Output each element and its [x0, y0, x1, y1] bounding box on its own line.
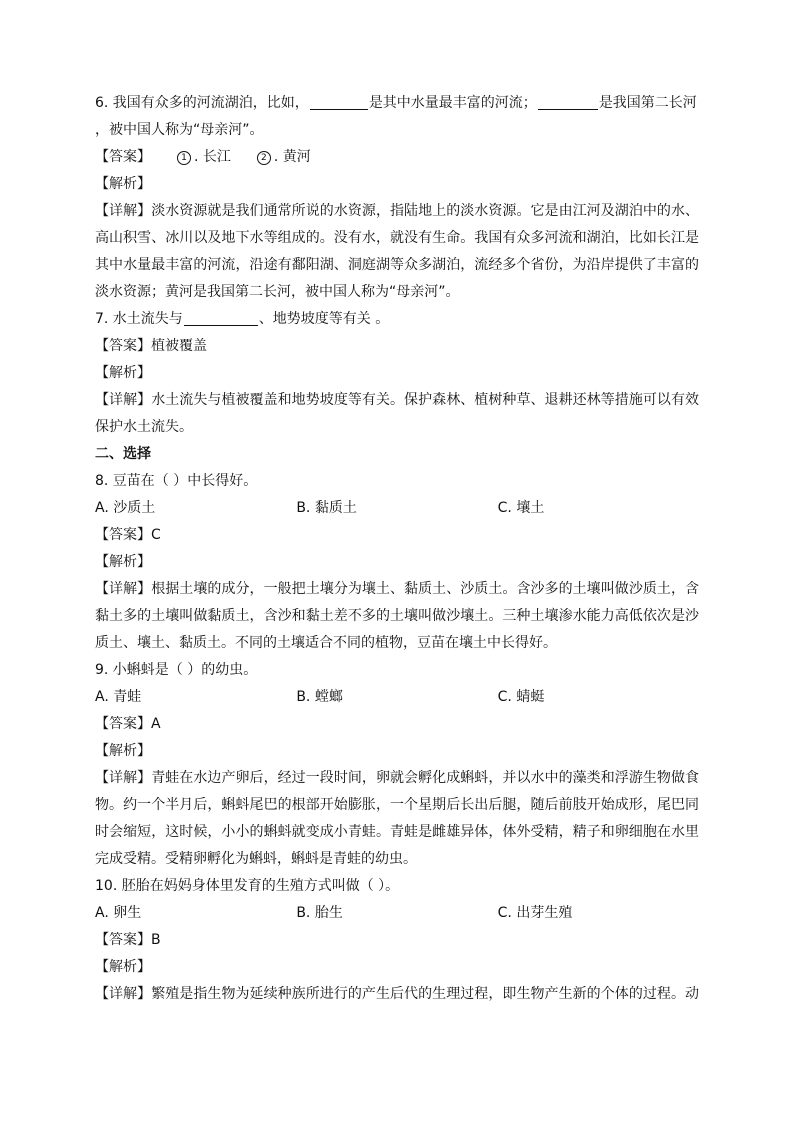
q9-analysis-tag: 【解析】: [95, 743, 151, 759]
detail-tag: 【详解】: [95, 770, 152, 786]
q8-analysis-tag: 【解析】: [95, 554, 151, 570]
q9-options: [95, 684, 699, 711]
q8-detail-line-3: 质土、壤土、黏质土。不同的土壤适合不同的植物，豆苗在壤土中长得好。: [95, 635, 557, 651]
q10-options: [95, 900, 699, 927]
q6-detail-line-1: [95, 198, 699, 225]
q6-detail-line-3: 其中水量最丰富的河流，沿途有鄱阳湖、洞庭湖等众多湖泊，流经多个省份，为沿岸提供了丰富的: [95, 257, 699, 273]
detail-tag: 【详解】: [95, 986, 152, 1002]
q6-answer: [95, 144, 699, 171]
q10-question: 10. 胚胎在妈妈身体里发育的生殖方式叫做（ ）。: [95, 878, 400, 894]
q8-answer-text: C: [151, 527, 161, 543]
q6-analysis-tag: 【解析】: [95, 176, 151, 192]
q8-option-c: C. 壤土: [497, 500, 545, 516]
q6-text-b: 是其中水量最丰富的河流；: [368, 95, 537, 111]
q6-blank-1: [310, 94, 368, 110]
q9-option-a: A. 青蛙: [95, 689, 142, 705]
q9-detail-line-3: 时会缩短，这时候，小小的蝌蚪就变成小青蛙。青蛙是雌雄异体，体外受精，精子和卵细胞在水里: [95, 824, 699, 840]
answer-tag: 【答案】: [95, 338, 151, 354]
q10-option-a: A. 卵生: [95, 905, 142, 921]
q7-detail-line-2: 保护水土流失。: [95, 419, 193, 435]
q6-text-c: 是我国第二长河: [598, 95, 697, 111]
q7-text-a: 7. 水土流失与: [95, 311, 183, 327]
q7-answer: [95, 333, 699, 360]
q9-detail-line-2: 物。约一个半月后，蝌蚪尾巴的根部开始膨胀，一个星期后长出后腿，随后前肢开始成形，尾巴同: [95, 797, 699, 813]
q10-detail-line-1: [95, 981, 699, 1008]
q9-detail-text-1: 青蛙在水边产卵后，经过一段时间，卵就会孵化成蝌蚪，并以水中的藻类和浮游生物做食: [151, 770, 699, 786]
answer-tag: 【答案】: [95, 716, 151, 732]
q9-question: 9. 小蝌蚪是（ ）的幼虫。: [95, 662, 258, 678]
q10-option-b: B. 胎生: [296, 905, 343, 921]
q9-option-c: C. 蜻蜓: [497, 689, 545, 705]
section-heading-choice: 二、选择: [95, 446, 151, 462]
q8-detail-line-2: 黏土多的土壤叫做黏质土，含沙和黏土差不多的土壤叫做沙壤土。三种土壤渗水能力高低依次是沙: [95, 608, 699, 624]
answer-tag: 【答案】: [95, 527, 151, 543]
detail-tag: 【详解】: [95, 203, 152, 219]
q9-answer-text: A: [151, 716, 161, 732]
q8-option-b: B. 黏质土: [296, 500, 357, 516]
detail-tag: 【详解】: [95, 581, 152, 597]
q7-question: [95, 306, 699, 333]
q7-analysis-tag: 【解析】: [95, 365, 151, 381]
q8-options: [95, 495, 699, 522]
q7-blank: [184, 310, 258, 326]
q8-detail-text-1: 根据土壤的成分，一般把土壤分为壤土、黏质土、沙质土。含沙多的土壤叫做沙质土，含: [151, 581, 699, 597]
q7-detail-line-1: [95, 387, 699, 414]
q6-answer-1: . 长江: [194, 149, 231, 165]
answer-tag: 【答案】: [95, 149, 151, 165]
q9-detail-line-1: [95, 765, 699, 792]
q7-answer-text: 植被覆盖: [151, 338, 207, 354]
q6-detail-line-2: 高山积雪、冰川以及地下水等组成的。没有水，就没有生命。我国有众多河流和湖泊，比如长江是: [95, 230, 699, 246]
q6-text-a: 6. 我国有众多的河流湖泊，比如，: [95, 95, 309, 111]
q6-answer-number-2: 2: [257, 151, 271, 165]
q9-detail-line-4: 完成受精。受精卵孵化为蝌蚪，蝌蚪是青蛙的幼虫。: [95, 851, 417, 867]
detail-tag: 【详解】: [95, 392, 152, 408]
q9-option-b: B. 螳螂: [296, 689, 343, 705]
q8-answer: [95, 522, 699, 549]
q6-question-line-2: ，被中国人称为“母亲河”。: [95, 122, 264, 138]
q7-detail-text-1: 水土流失与植被覆盖和地势坡度等有关。保护森林、植树种草、退耕还林等措施可以有效: [151, 392, 699, 408]
q7-text-b: 、地势坡度等有关 。: [258, 311, 390, 327]
q6-answer-number-1: 1: [177, 151, 191, 165]
q10-answer: [95, 927, 699, 954]
q6-detail-line-4: 淡水资源；黄河是我国第二长河，被中国人称为“母亲河”。: [95, 284, 460, 300]
q10-detail-text-1: 繁殖是指生物为延续种族所进行的产生后代的生理过程，即生物产生新的个体的过程。动: [151, 986, 699, 1002]
q6-detail-text-1: 淡水资源就是我们通常所说的水资源，指陆地上的淡水资源。它是由江河及湖泊中的水、: [151, 203, 699, 219]
q6-answer-2: . 黄河: [273, 149, 311, 165]
q10-option-c: C. 出芽生殖: [497, 905, 573, 921]
q8-detail-line-1: [95, 576, 699, 603]
q9-answer: [95, 711, 699, 738]
q8-question: 8. 豆苗在（ ）中长得好。: [95, 473, 258, 489]
q10-analysis-tag: 【解析】: [95, 959, 151, 975]
answer-tag: 【答案】: [95, 932, 151, 948]
q6-question-line-1: [95, 90, 699, 117]
document-content: [95, 90, 699, 1008]
q8-option-a: A. 沙质土: [95, 500, 156, 516]
q10-answer-text: B: [151, 932, 161, 948]
q6-blank-2: [538, 94, 598, 110]
